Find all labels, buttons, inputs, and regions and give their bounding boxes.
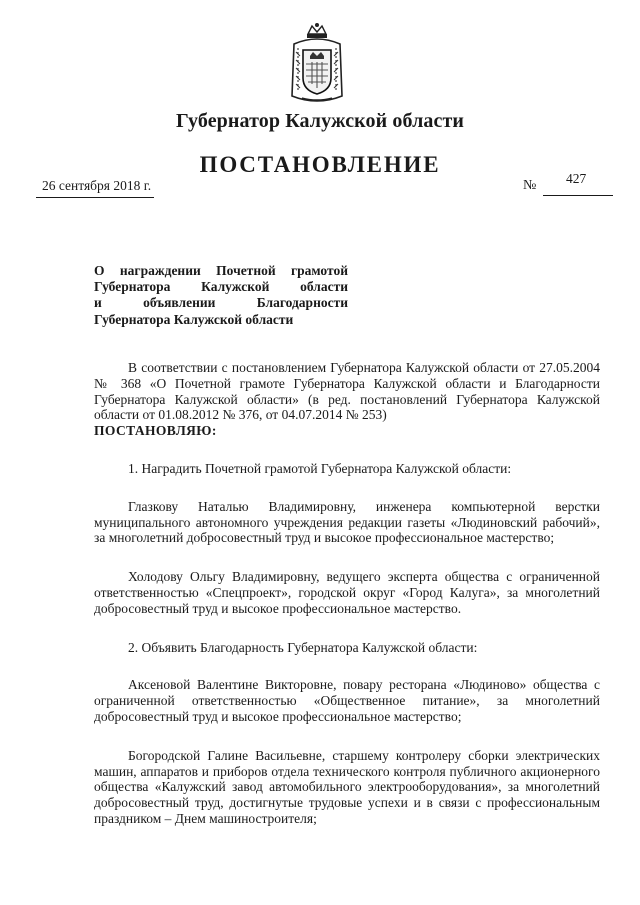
item-2-heading: 2. Объявить Благодарность Губернатора Калужской области: — [128, 639, 478, 655]
award-paragraph: Холодову Ольгу Владимировну, ведущего эксперта общества с ограниченной ответственностью «Спецпроект», городской округ «Город Калуга», за многолетний добросовестный труд и высокое профессиональное мастерство. — [94, 569, 600, 616]
subject-line: и объявлении Благодарности — [94, 295, 348, 311]
coat-of-arms-icon — [286, 22, 348, 108]
subject-line: О награждении Почетной грамотой — [94, 263, 348, 278]
document-number: 427 — [566, 171, 587, 186]
thanks-paragraph: Аксеновой Валентине Викторовне, повару ресторана «Людиново» общества с ограниченной ответственностью «Общественное питание», за многолетний добросовестный труд и высокое профессиональное мастерство; — [94, 677, 600, 724]
date-underline — [36, 197, 154, 198]
preamble-paragraph: В соответствии с постановлением Губернатора Калужской области от 27.05.2004 № 368 «О Почетной грамоте Губернатора Калужской области и Благодарности Губернатора Калужской области» (в ред. постановлений Губернатора Калужской области от 01.08.2012 № 376, от 04.07.2014 № 253) — [94, 360, 600, 423]
document-date: 26 сентября 2018 г. — [42, 178, 152, 193]
award-paragraph: Глазкову Наталью Владимировну, инженера компьютерной верстки муниципального автономного учреждения редакции газеты «Людиновский рабочий», за многолетний добросовестный труд и высокое профессиональное мастерство; — [94, 498, 600, 546]
number-underline — [543, 195, 613, 196]
decree-word: ПОСТАНОВЛЯЮ: — [94, 423, 217, 439]
governor-title: Губернатор Калужской области — [175, 110, 465, 132]
subject-line: Губернатора Калужской области — [94, 311, 294, 327]
document-body — [94, 360, 600, 827]
subject-line: Губернатора Калужской области — [94, 279, 348, 295]
document-subject — [94, 263, 348, 328]
document-type-title: ПОСТАНОВЛЕНИЕ — [199, 152, 441, 177]
thanks-paragraph: Богородской Галине Васильевне, старшему контролеру сборки электрических машин, аппаратов и приборов отдела технического контроля публичного акционерного общества «Калужский завод автомобильного электрооборудования», за многолетний добросовестный труд, достигнутые трудовые успехи и в связи с профессиональным праздником – Днем машиностроителя; — [94, 747, 600, 826]
item-1-heading: 1. Наградить Почетной грамотой Губернатора Калужской области: — [128, 460, 512, 476]
number-sign: № — [523, 178, 537, 193]
